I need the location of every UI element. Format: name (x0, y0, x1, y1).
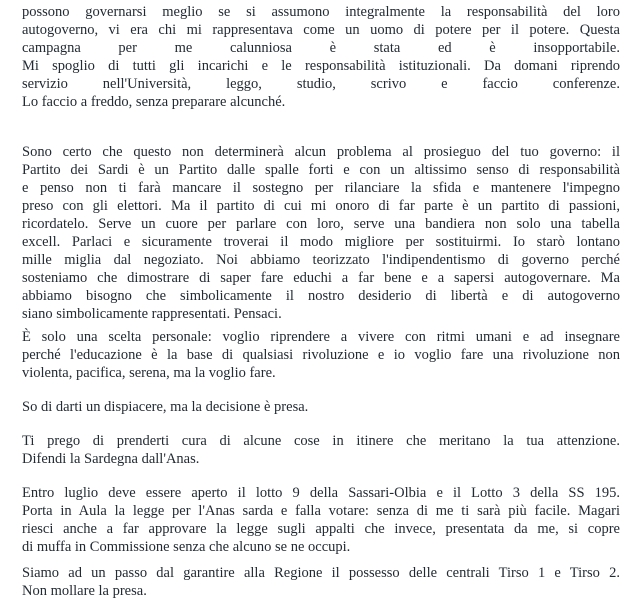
text-line: Lo faccio a freddo, senza preparare alcunché. (22, 94, 286, 110)
paragraph (22, 398, 620, 416)
text-line: siano simbolicamente rappresentati. Pensaci. (22, 306, 282, 322)
text-line: Entro luglio deve essere aperto il lotto 9 della Sassari-Olbia e il Lotto 3 della SS 195. (22, 485, 620, 501)
text-line: Porta in Aula la legge per l'Anas sarda e falla votare: senza di me ti sarà più facile. Magari (22, 503, 620, 519)
text-line: preso con gli elettori. Ma il partito di cui mi onoro di far parte è un partito di passioni, (22, 198, 620, 214)
paragraph (22, 3, 620, 111)
text-line: Ti prego di prenderti cura di alcune cose in itinere che meritano la tua attenzione. (22, 433, 620, 449)
text-line: sosteniamo che dimostrare di saper fare educhi a far bene e a sapersi autogovernare. Ma (22, 270, 620, 286)
paragraph (22, 484, 620, 556)
text-line: mille miglia dal negoziato. Noi abbiamo teorizzato l'indipendentismo di governo perché (22, 252, 620, 268)
text-line: autogoverno, vi era chi mi rappresentava come un uomo di potere per il potere. Questa (22, 22, 620, 38)
text-line: campagna per me calunniosa è stata ed è insopportabile. (22, 40, 620, 56)
text-line: violenta, pacifica, serena, ma la voglio fare. (22, 365, 276, 381)
text-line: So di darti un dispiacere, ma la decisione è presa. (22, 399, 309, 415)
text-line: Non mollare la presa. (22, 583, 147, 599)
text-line: Partito dei Sardi è un Partito dalle spalle forti e con un altissimo senso di responsabilità (22, 162, 620, 178)
text-line: È solo una scelta personale: voglio riprendere a vivere con ritmi umani e ad insegnare (22, 329, 620, 345)
text-line: riesci anche a far approvare la legge sugli appalti che invece, presentata da me, si copre (22, 521, 620, 537)
text-line: Siamo ad un passo dal garantire alla Regione il possesso delle centrali Tirso 1 e Tirso 2. (22, 565, 620, 581)
text-line: servizio nell'Università, leggo, studio, scrivo e faccio conferenze. (22, 76, 620, 92)
text-line: Mi spoglio di tutti gli incarichi e le responsabilità istituzionali. Da domani riprendo (22, 58, 620, 74)
text-line: excell. Parlaci e sicuramente troverai il modo migliore per sostituirmi. Io starò lontano (22, 234, 620, 250)
text-line: e penso non ti farà mancare il sostegno per rilanciare la sfida e mantenere l'impegno (22, 180, 620, 196)
paragraph (22, 564, 620, 600)
paragraph (22, 143, 620, 323)
text-line: perché l'educazione è la base di qualsiasi rivoluzione e io voglio fare una rivoluzione non (22, 347, 620, 363)
paragraph (22, 432, 620, 468)
paragraph (22, 328, 620, 382)
text-line: Sono certo che questo non determinerà alcun problema al prosieguo del tuo governo: il (22, 144, 620, 160)
text-line: Difendi la Sardegna dall'Anas. (22, 451, 200, 467)
text-line: abbiamo bisogno che simbolicamente il nostro desiderio di libertà e di autogoverno (22, 288, 620, 304)
text-line: di muffa in Commissione senza che alcuno se ne occupi. (22, 539, 351, 555)
text-line: possono governarsi meglio se si assumono integralmente la responsabilità del loro (22, 4, 620, 20)
text-line: ricordatelo. Serve un cuore per parlare con loro, serve una bandiera non solo una tabella (22, 216, 620, 232)
